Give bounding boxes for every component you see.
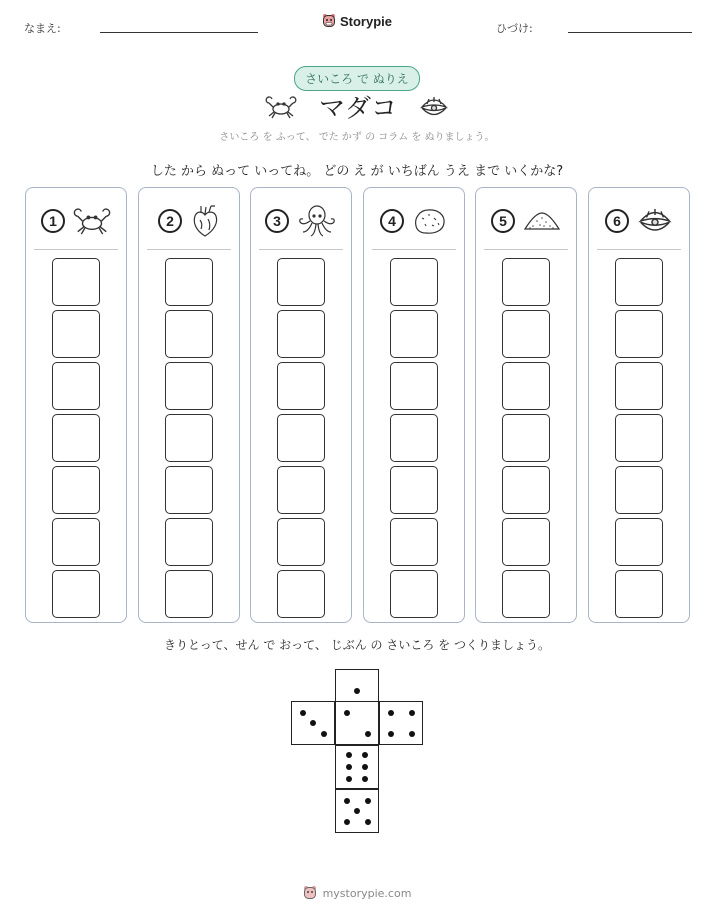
- color-box[interactable]: [165, 466, 213, 514]
- name-label: なまえ:: [24, 22, 61, 35]
- color-box[interactable]: [390, 258, 438, 306]
- color-box[interactable]: [277, 414, 325, 462]
- color-box[interactable]: [502, 518, 550, 566]
- dice-column-4: [363, 187, 465, 623]
- date-label: ひづけ:: [496, 22, 533, 35]
- color-box[interactable]: [502, 570, 550, 618]
- sand-icon: [523, 208, 561, 234]
- color-box[interactable]: [502, 466, 550, 514]
- color-box[interactable]: [615, 414, 663, 462]
- color-box[interactable]: [165, 518, 213, 566]
- color-box[interactable]: [390, 414, 438, 462]
- die-face-3: [291, 701, 335, 745]
- color-box[interactable]: [502, 362, 550, 410]
- octopus-icon: [297, 204, 337, 238]
- storypie-bear-icon: [303, 885, 317, 901]
- color-box[interactable]: [52, 362, 100, 410]
- footer-url[interactable]: mystorypie.com: [322, 886, 412, 900]
- color-box[interactable]: [502, 310, 550, 358]
- color-box[interactable]: [390, 310, 438, 358]
- color-box[interactable]: [277, 570, 325, 618]
- color-box[interactable]: [52, 518, 100, 566]
- subtitle: さいころ を ふって、 でた かず の コラム を ぬりましょう。: [219, 132, 495, 143]
- name-line[interactable]: [100, 32, 258, 33]
- color-box[interactable]: [390, 570, 438, 618]
- die-face-4: [379, 701, 423, 745]
- crab-icon: [73, 205, 111, 237]
- cut-instruction: きりとって、せん で おって、 じぶん の さいころ を つくりましょう。: [164, 638, 550, 652]
- color-box[interactable]: [277, 258, 325, 306]
- color-box[interactable]: [390, 362, 438, 410]
- clam-shell-icon: [637, 206, 673, 236]
- color-box[interactable]: [52, 414, 100, 462]
- die-face-5: [335, 789, 379, 833]
- color-box[interactable]: [615, 466, 663, 514]
- dice-column-2: [138, 187, 240, 623]
- storypie-bear-icon: [322, 13, 336, 29]
- color-box[interactable]: [390, 518, 438, 566]
- storypie-logo: [0, 13, 714, 29]
- color-box[interactable]: [615, 518, 663, 566]
- color-box[interactable]: [277, 362, 325, 410]
- date-line[interactable]: [568, 32, 692, 33]
- column-number: 6: [605, 209, 629, 233]
- dice-column-3: [250, 187, 352, 623]
- die-face-6: [335, 745, 379, 789]
- clam-shell-icon: [419, 95, 449, 119]
- dice-column-1: [25, 187, 127, 623]
- dice-column-5: [475, 187, 577, 623]
- column-number: 1: [41, 209, 65, 233]
- color-box[interactable]: [502, 414, 550, 462]
- color-box[interactable]: [165, 570, 213, 618]
- crab-icon: [265, 95, 297, 119]
- column-number: 4: [380, 209, 404, 233]
- color-box[interactable]: [165, 362, 213, 410]
- color-box[interactable]: [615, 310, 663, 358]
- color-box[interactable]: [615, 570, 663, 618]
- color-box[interactable]: [615, 258, 663, 306]
- color-box[interactable]: [52, 466, 100, 514]
- color-box[interactable]: [502, 258, 550, 306]
- footer: [0, 885, 714, 901]
- column-number: 5: [491, 209, 515, 233]
- color-box[interactable]: [52, 258, 100, 306]
- page-title: マダコ: [318, 94, 397, 124]
- color-box[interactable]: [615, 362, 663, 410]
- heart-organ-icon: [190, 204, 220, 238]
- color-box[interactable]: [165, 414, 213, 462]
- dice-column-6: [588, 187, 690, 623]
- color-box[interactable]: [277, 466, 325, 514]
- color-box[interactable]: [277, 518, 325, 566]
- die-face-2: [335, 701, 379, 745]
- color-box[interactable]: [277, 310, 325, 358]
- color-box[interactable]: [390, 466, 438, 514]
- instruction-text: した から ぬって いってね。 どの え が いちばん うえ まで いくかな?: [150, 164, 564, 179]
- rock-icon: [412, 206, 448, 236]
- column-number: 2: [158, 209, 182, 233]
- color-box[interactable]: [165, 258, 213, 306]
- color-box[interactable]: [52, 310, 100, 358]
- column-number: 3: [265, 209, 289, 233]
- activity-pill: さいころ で ぬりえ: [294, 66, 420, 91]
- logo-text: Storypie: [339, 13, 392, 29]
- color-box[interactable]: [52, 570, 100, 618]
- color-box[interactable]: [165, 310, 213, 358]
